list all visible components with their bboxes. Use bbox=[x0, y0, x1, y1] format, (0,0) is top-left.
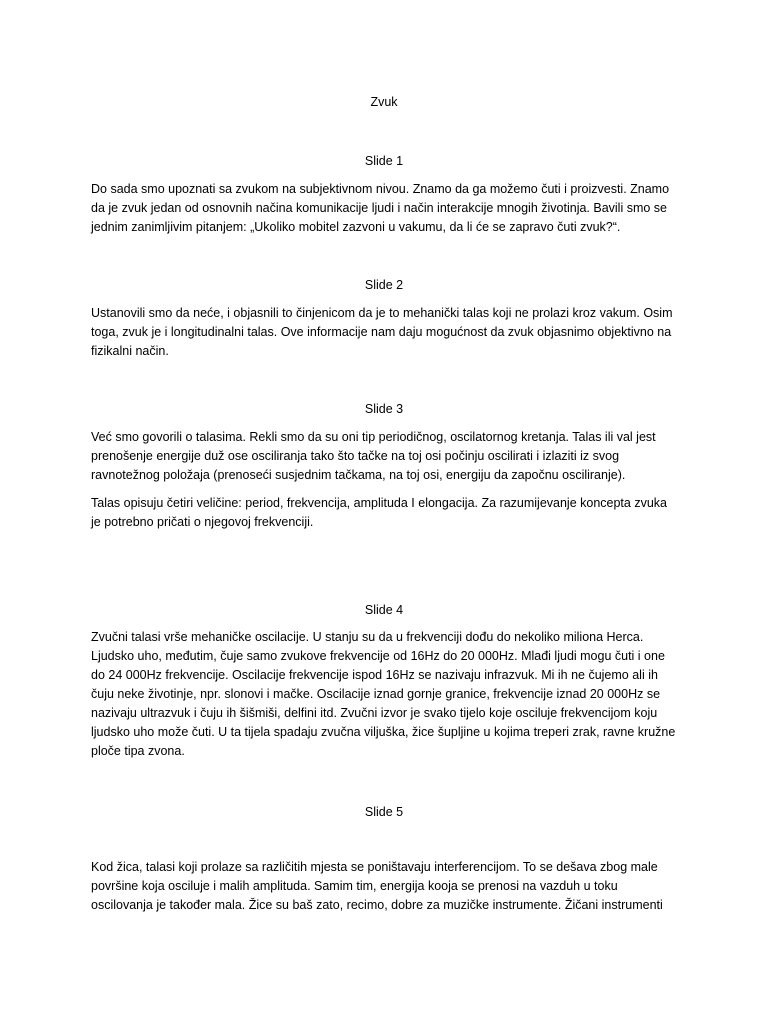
slide-3-paragraph-1: Već smo govorili o talasima. Rekli smo da su oni tip periodičnog, oscilatornog kretanja. Talas ili val jest prenošenje energije duž ose osciliranja tako što tačke na toj osi počinju oscilirati i izlaziti iz svog ravnotežnog položaja (prenoseći susjednim tačkama, na toj osi, energiju da započnu osciliranje). bbox=[91, 430, 656, 482]
slide-5-heading: Slide 5 bbox=[364, 805, 404, 819]
document-title: Zvuk bbox=[370, 95, 398, 109]
slide-2-paragraph: Ustanovili smo da neće, i objasnili to činjenicom da je to mehanički talas koji ne prolazi kroz vakum. Osim toga, zvuk je i longitudinalni talas. Ove informacije nam daju mogućnost da zvuk objasnimo objektivno na fizikalni način. bbox=[91, 306, 673, 358]
slide-3-paragraph-2: Talas opisuju četiri veličine: period, frekvencija, amplituda I elongacija. Za razumijevanje koncepta zvuka je potrebno pričati o njegovoj frekvenciji. bbox=[91, 496, 667, 529]
slide-4-paragraph: Zvučni talasi vrše mehaničke oscilacije. U stanju su da u frekvenciji dođu do nekoliko miliona Herca. Ljudsko uho, međutim, čuje samo zvukove frekvencije od 16Hz do 20 000Hz. Mlađi ljudi mogu čuti i one do 24 000Hz frekvencije. Oscilacije frekvencije ispod 16Hz se nazivaju infrazvuk. Mi ih ne čujemo ali ih čuju neke životinje, npr. slonovi i mačke. Oscilacije iznad gornje granice, frekvencije iznad 20 000Hz se nazivaju ultrazvuk i čuju ih šišmiši, delfini itd. Zvučni izvor je svako tijelo koje osciluje frekvencijom koju ljudsko uho može čuti. U ta tijela spadaju zvučna viljuška, žice šupljine u kojima treperi zrak, ravne kružne ploče tipa zvona. bbox=[91, 630, 676, 758]
slide-1-paragraph: Do sada smo upoznati sa zvukom na subjektivnom nivou. Znamo da ga možemo čuti i proizvesti. Znamo da je zvuk jedan od osnovnih načina komunikacije ljudi i način interakcije mnogih životinja. Bavili smo se jednim zanimljivim pitanjem: „Ukoliko mobitel zazvoni u vakumu, da li će se zapravo čuti zvuk?“. bbox=[91, 182, 670, 234]
slide-4-heading: Slide 4 bbox=[364, 603, 404, 617]
slide-5-paragraph: Kod žica, talasi koji prolaze sa različitih mjesta se poništavaju interferencijom. To se dešava zbog male površine koja osciluje i malih amplituda. Samim tim, energija kooja se prenosi na vazduh u toku oscilovanja je također mala. Žice su baš zato, recimo, dobre za muzičke instrumente. Žičani instrumenti bbox=[91, 860, 663, 912]
slide-3-heading: Slide 3 bbox=[364, 402, 404, 416]
slide-2-heading: Slide 2 bbox=[364, 278, 404, 292]
slide-1-heading: Slide 1 bbox=[364, 154, 404, 168]
